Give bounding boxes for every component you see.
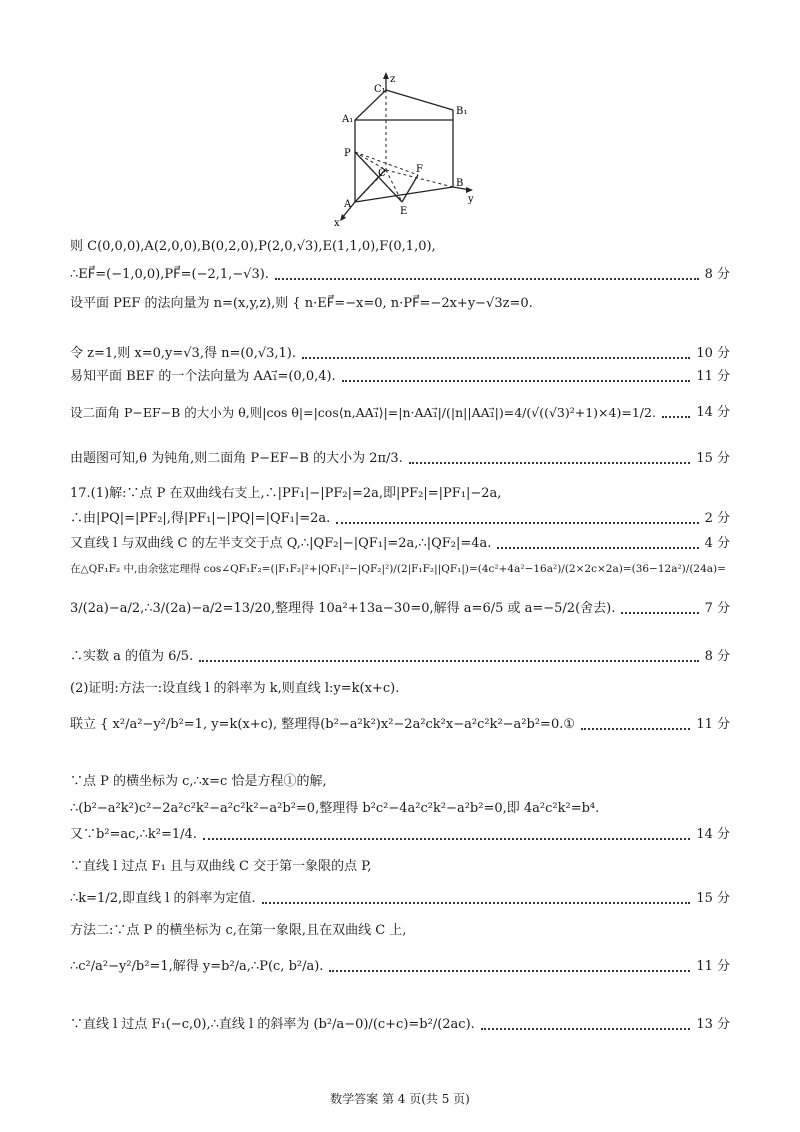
line-text: ∵点 P 的横坐标为 c,∴x=c 恰是方程①的解, [70,774,327,789]
dot-leader [199,660,698,662]
solution-line [70,485,730,503]
line-text: 设二面角 P−EF−B 的大小为 θ,则|cos θ|=|cos⟨n,AA₁⃗⟩|=|n·AA₁⃗|/(|n||AA₁⃗|)=4/(√((√3)²+1)×4)=1/2. [70,405,656,420]
line-text: 3/(2a)−a/2,∴3/(2a)−a/2=13/20,整理得 10a²+13a−30=0,解得 a=6/5 或 a=−5/2(舍去). [70,601,616,616]
line-text: ∴(b²−a²k²)c²−2a²c²k²−a²c²k²−a²b²=0,整理得 b²c²−4a²c²k²−a²b²=0,即 4a²c²k²=b⁴. [70,801,600,816]
solution-line [70,560,730,578]
score-label: 11 分 [696,369,730,384]
label-f: F [416,164,423,175]
line-text: 令 z=1,则 x=0,y=√3,得 n=(0,√3,1). [70,346,296,361]
dot-leader [275,278,699,280]
prism-figure [330,70,490,230]
line-text: 又∵b²=ac,∴k²=1/4. [70,827,197,842]
line-text: ∴k=1/2,即直线 l 的斜率为定值. [70,891,256,906]
dot-leader [203,838,690,840]
solution-line [70,958,730,976]
solution-line [70,858,730,876]
score-label: 15 分 [696,891,730,906]
score-label: 7 分 [704,601,730,616]
score-label: 2 分 [704,511,730,526]
line-text: 又直线 l 与双曲线 C 的左半支交于点 Q,∴|QF₂|−|QF₁|=2a,∴|QF₂|=4a. [70,536,492,551]
label-c: C [378,168,386,179]
label-x: x [334,218,340,229]
line-text: (2)证明:方法一:设直线 l 的斜率为 k,则直线 l:y=k(x+c). [70,681,400,696]
dot-leader [302,357,690,359]
solution-line [70,680,730,698]
solution-line [70,826,730,844]
line-text: ∴实数 a 的值为 6/5. [70,649,194,664]
score-label: 10 分 [696,346,730,361]
label-b1: B₁ [456,106,468,117]
label-z: z [390,74,396,85]
line-text: ∴EF⃗=(−1,0,0),PF⃗=(−2,1,−√3). [70,267,269,282]
solution-line [70,450,730,468]
dot-leader [481,1028,691,1030]
dot-leader [581,728,690,730]
solution-line [70,600,730,618]
solution-line [70,800,730,818]
solution-line [70,890,730,908]
solution-line [70,295,730,313]
line-text: ∵直线 l 过点 F₁ 且与双曲线 C 交于第一象限的点 P, [70,859,372,874]
score-label: 11 分 [696,959,730,974]
label-y: y [468,194,474,205]
line-text: 联立 { x²/a²−y²/b²=1, y=k(x+c), 整理得(b²−a²k²)x²−2a²ck²x−a²c²k²−a²b²=0.① [70,717,576,732]
label-e: E [400,206,408,217]
dot-leader [409,462,690,464]
line-text: 在△QF₁F₂ 中,由余弦定理得 cos∠QF₁F₂=(|F₁F₂|²+|QF₁|²−|QF₂|²)/(2|F₁F₂||QF₁|)=(4c²+4a²−16a²)/(2×2c×2a)=(36−12a²)/(24a)= [70,563,726,575]
line-text: ∵直线 l 过点 F₁(−c,0),∴直线 l 的斜率为 (b²/a−0)/(c+c)=b²/(2ac). [70,1017,475,1032]
score-label: 13 分 [696,1017,730,1032]
score-label: 8 分 [704,267,730,282]
line-text: 由题图可知,θ 为钝角,则二面角 P−EF−B 的大小为 2π/3. [70,451,403,466]
score-label: 14 分 [696,827,730,842]
dot-leader [336,522,698,524]
line-text: ∴c²/a²−y²/b²=1,解得 y=b²/a,∴P(c, b²/a). [70,959,324,974]
page-footer: 数学答案 第 4 页(共 5 页) [330,1092,470,1106]
score-label: 8 分 [704,649,730,664]
label-b: B [456,178,464,189]
line-text: 方法二:∵点 P 的横坐标为 c,在第一象限,且在双曲线 C 上, [70,923,407,938]
line-text: 易知平面 BEF 的一个法向量为 AA₁⃗=(0,0,4). [70,369,336,384]
dot-leader [497,547,698,549]
score-label: 14 分 [696,405,730,420]
label-a: A [344,199,352,210]
solution-line [70,773,730,791]
dot-leader [342,380,691,382]
solution-line [70,648,730,666]
line-text: 则 C(0,0,0),A(2,0,0),B(0,2,0),P(2,0,√3),E(1,1,0),F(0,1,0), [70,239,436,254]
solution-line [70,716,730,734]
dot-leader [329,970,690,972]
label-a1: A₁ [342,114,354,125]
solution-line [70,266,730,284]
score-label: 4 分 [704,536,730,551]
solution-line [70,368,730,386]
solution-line [70,238,730,256]
label-p: P [344,148,351,159]
line-text: 17.(1)解:∵点 P 在双曲线右支上,∴|PF₁|−|PF₂|=2a,即|PF₂|=|PF₁|−2a, [70,486,502,501]
solution-line [70,922,730,940]
solution-line [70,510,730,528]
score-label: 15 分 [696,451,730,466]
score-label: 11 分 [696,717,730,732]
solution-line [70,345,730,363]
dot-leader [662,416,690,418]
dot-leader [262,902,691,904]
solution-line [70,1016,730,1034]
line-text: 设平面 PEF 的法向量为 n=(x,y,z),则 { n·EF⃗=−x=0, n·PF⃗=−2x+y−√3z=0. [70,296,533,311]
label-c1: C₁ [374,84,386,95]
solution-line [70,535,730,553]
dot-leader [621,612,698,614]
line-text: ∴由|PQ|=|PF₂|,得|PF₁|−|PQ|=|QF₁|=2a. [70,511,331,526]
solution-line [70,404,730,422]
